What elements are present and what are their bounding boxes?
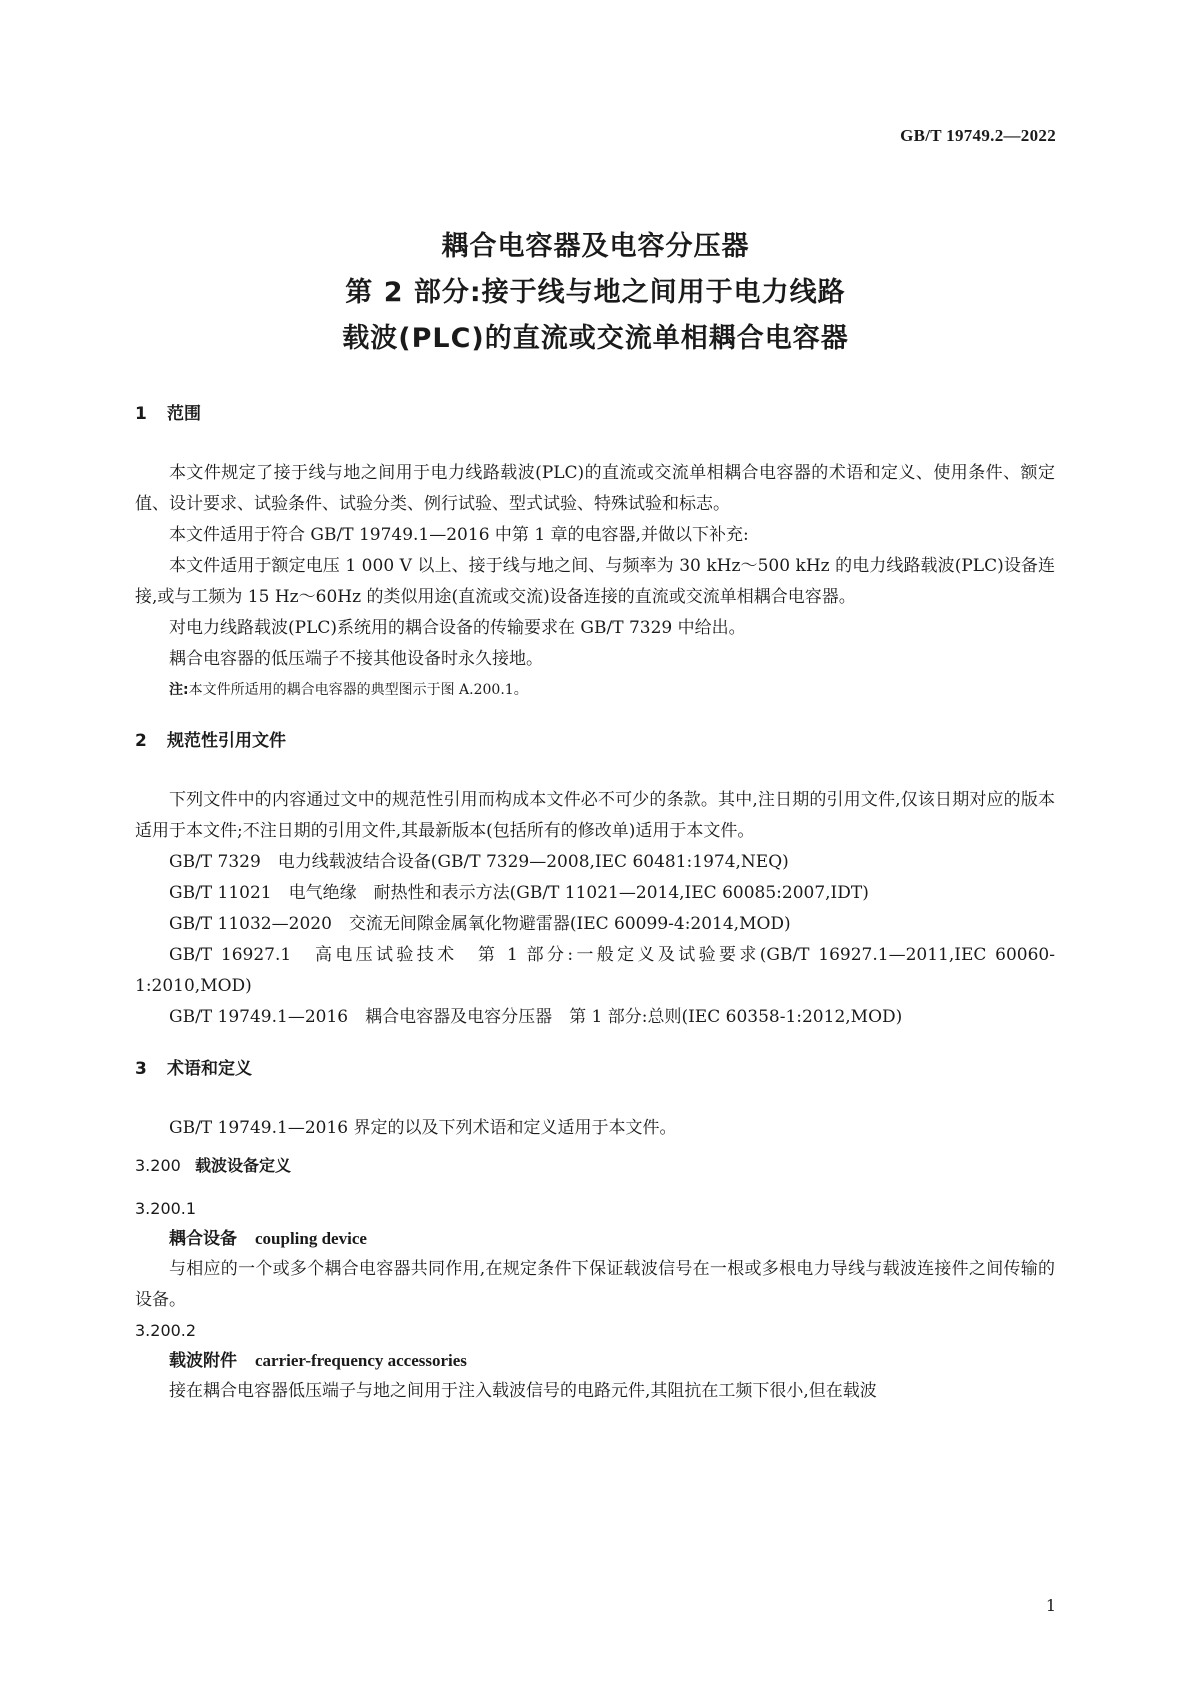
section-3-heading <box>135 1055 1055 1083</box>
document-body <box>135 400 1055 1407</box>
page-number: 1 <box>1045 1596 1056 1615</box>
subsection-number: 3.200 <box>135 1156 181 1175</box>
term-definition: 与相应的一个或多个耦合电容器共同作用,在规定条件下保证载波信号在一根或多根电力导线与载波连接件之间传输的设备。 <box>135 1259 1055 1310</box>
term-name <box>135 1224 1055 1254</box>
section-1-paragraph: 耦合电容器的低压端子不接其他设备时永久接地。 <box>169 649 543 669</box>
document-title <box>0 224 1191 362</box>
section-3-intro: GB/T 19749.1—2016 界定的以及下列术语和定义适用于本文件。 <box>169 1118 677 1138</box>
title-line-3: 载波(PLC)的直流或交流单相耦合电容器 <box>342 323 849 354</box>
reference-item: GB/T 11021 电气绝缘 耐热性和表示方法(GB/T 11021—2014,IEC 60085:2007,IDT) <box>169 883 869 903</box>
section-1-paragraph: 本文件适用于额定电压 1 000 V 以上、接于线与地之间、与频率为 30 kHz～500 kHz 的电力线路载波(PLC)设备连接,或与工频为 15 Hz～60Hz 的类似用途(直流或交流)设备连接的直流或交流单相耦合电容器。 <box>135 556 1055 607</box>
section-2-title: 规范性引用文件 <box>167 731 286 751</box>
section-2-number: 2 <box>135 731 147 751</box>
reference-item: GB/T 7329 电力线载波结合设备(GB/T 7329—2008,IEC 60481:1974,NEQ) <box>169 852 789 872</box>
subsection-3-200-heading <box>135 1152 1055 1180</box>
reference-item: GB/T 16927.1 高电压试验技术 第 1 部分:一般定义及试验要求(GB/T 16927.1—2011,IEC 60060-1:2010,MOD) <box>135 945 1055 996</box>
standard-number: GB/T 19749.2—2022 <box>900 126 1056 145</box>
section-2-heading <box>135 727 1055 755</box>
section-1-paragraph: 本文件适用于符合 GB/T 19749.1—2016 中第 1 章的电容器,并做以下补充: <box>169 525 749 545</box>
section-1-number: 1 <box>135 404 147 424</box>
section-1-paragraph: 对电力线路载波(PLC)系统用的耦合设备的传输要求在 GB/T 7329 中给出。 <box>169 618 746 638</box>
term-name <box>135 1346 1055 1376</box>
term-definition: 接在耦合电容器低压端子与地之间用于注入载波信号的电路元件,其阻抗在工频下很小,但在载波 <box>169 1381 877 1401</box>
term-name-zh: 载波附件 <box>169 1351 237 1371</box>
section-1-title: 范围 <box>167 404 201 424</box>
section-3-title: 术语和定义 <box>167 1059 252 1079</box>
note-text: 本文件所适用的耦合电容器的典型图示于图 A.200.1。 <box>188 682 528 698</box>
term-number: 3.200.2 <box>135 1321 197 1340</box>
term-name-en: coupling device <box>255 1229 367 1248</box>
title-line-1: 耦合电容器及电容分压器 <box>441 231 750 262</box>
subsection-title: 载波设备定义 <box>195 1156 292 1175</box>
section-1-note <box>135 675 1055 705</box>
term-number: 3.200.1 <box>135 1199 197 1218</box>
section-3-number: 3 <box>135 1059 147 1079</box>
term-name-zh: 耦合设备 <box>169 1229 237 1249</box>
section-2-intro: 下列文件中的内容通过文中的规范性引用而构成本文件必不可少的条款。其中,注日期的引用文件,仅该日期对应的版本适用于本文件;不注日期的引用文件,其最新版本(包括所有的修改单)适用于本文件。 <box>135 790 1055 841</box>
reference-item: GB/T 19749.1—2016 耦合电容器及电容分压器 第 1 部分:总则(IEC 60358-1:2012,MOD) <box>169 1007 903 1027</box>
note-label: 注: <box>169 682 189 698</box>
section-1-paragraph: 本文件规定了接于线与地之间用于电力线路载波(PLC)的直流或交流单相耦合电容器的术语和定义、使用条件、额定值、设计要求、试验条件、试验分类、例行试验、型式试验、特殊试验和标志。 <box>135 463 1055 514</box>
reference-item: GB/T 11032—2020 交流无间隙金属氧化物避雷器(IEC 60099-4:2014,MOD) <box>169 914 791 934</box>
title-line-2: 第 2 部分:接于线与地之间用于电力线路 <box>345 277 846 308</box>
term-name-en: carrier-frequency accessories <box>255 1351 467 1370</box>
section-1-heading <box>135 400 1055 428</box>
